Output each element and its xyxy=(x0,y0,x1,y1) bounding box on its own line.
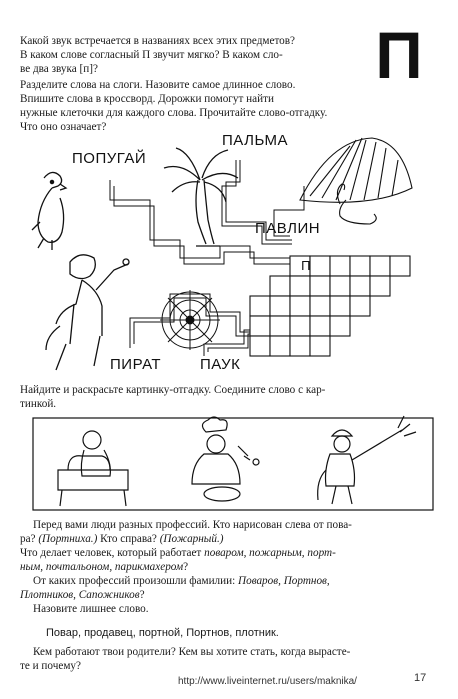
intro-line-2: В каком слове согласный П звучит мягко? В каком сло- xyxy=(20,49,283,61)
intro-line-4: Разделите слова на слоги. Назовите самое длинное слово. xyxy=(20,79,296,91)
dialog-line-7: Назовите лишнее слово. xyxy=(33,603,149,615)
crossword-cell-letter: П xyxy=(301,258,311,273)
word-pirat: ПИРАТ xyxy=(110,356,162,373)
closing-line-1: Кем работают твои родители? Кем вы хотите стать, когда вырасте- xyxy=(33,646,351,658)
dialog-line-4: ным, почтальоном, парикмахером? xyxy=(20,561,189,573)
intro-line-6: нужные клеточки для каждого слова. Прочитайте слово-отгадку. xyxy=(20,107,328,119)
dialog-line-1: Перед вами люди разных профессий. Кто нарисован слева от пова- xyxy=(33,519,352,531)
closing-line-2: те и почему? xyxy=(20,660,81,672)
intro-line-3: ве два звука [п]? xyxy=(20,63,98,75)
dialog-line-6: Плотников, Сапожников? xyxy=(20,589,145,601)
page-number: 17 xyxy=(414,672,427,684)
task2-line-1: Найдите и раскрасьте картинку-отгадку. Соедините слово с кар- xyxy=(20,384,326,396)
intro-line-5: Впишите слова в кроссворд. Дорожки помогут найти xyxy=(20,93,274,105)
dialog-line-2: ра? (Портниха.) Кто справа? (Пожарный.) xyxy=(20,533,224,545)
word-palma: ПАЛЬМА xyxy=(222,132,288,149)
intro-line-7: Что оно означает? xyxy=(20,121,107,133)
big-letter-p: П xyxy=(375,18,423,92)
dialog-line-5: От каких профессий произошли фамилии: Поваров, Портнов, xyxy=(33,575,330,587)
word-popugai: ПОПУГАЙ xyxy=(72,150,147,167)
word-pavlin: ПАВЛИН xyxy=(255,220,321,237)
word-list: Повар, продавец, портной, Портнов, плотник. xyxy=(46,627,279,639)
task2-line-2: тинкой. xyxy=(20,398,57,410)
dialog-line-3: Что делает человек, который работает поваром, пожарным, порт- xyxy=(20,547,336,559)
intro-line-1: Какой звук встречается в названиях всех этих предметов? xyxy=(20,35,296,47)
footer-url: http://www.liveinternet.ru/users/maknika/ xyxy=(178,676,357,687)
word-pauk: ПАУК xyxy=(200,356,241,373)
